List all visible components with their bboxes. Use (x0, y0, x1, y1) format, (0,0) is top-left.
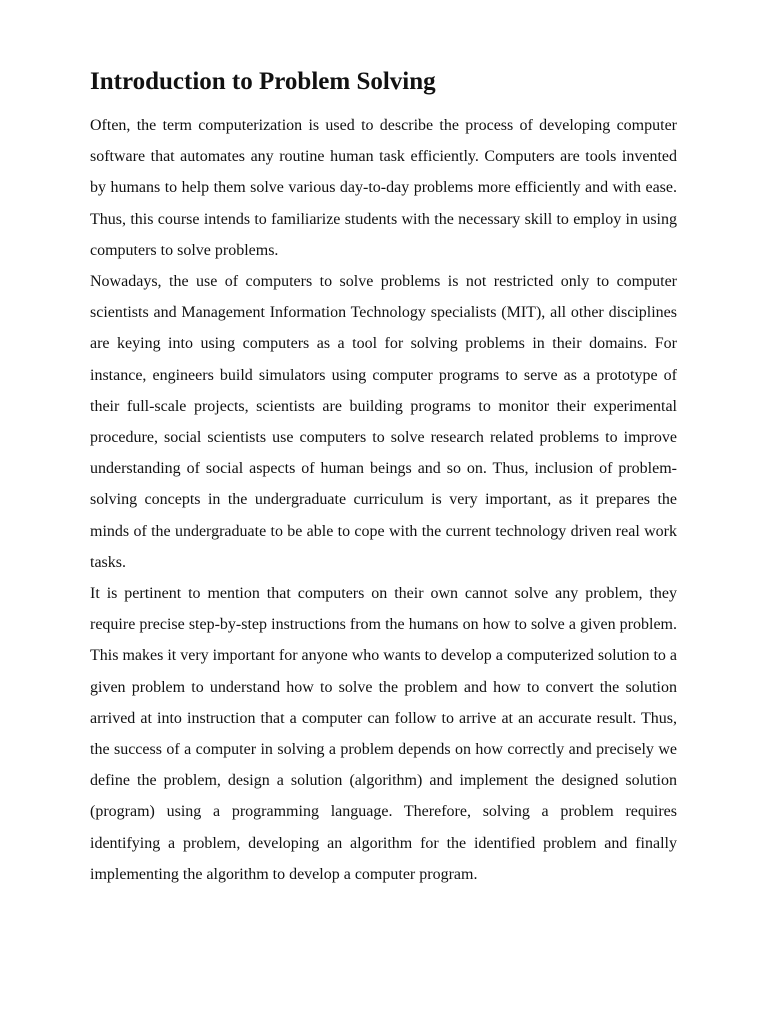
paragraph-computerization: Often, the term computerization is used to describe the process of developing computer software that automates any routine human task efficiently. Computers are tools invented by humans to help them solve various day-to-day problems more efficiently and with ease. Thus, this course intends to familiarize students with the necessary skill to employ in using computers to solve problems. (90, 117, 677, 259)
paragraph-problem-solving-steps: It is pertinent to mention that computers on their own cannot solve any problem, they require precise step-by-step instructions from the humans on how to solve a given problem. This makes it very important for anyone who wants to develop a computerized solution to a given problem to understand how to solve the problem and how to convert the solution arrived at into instruction that a computer can follow to arrive at an accurate result. Thus, the success of a computer in solving a problem depends on how correctly and precisely we define the problem, design a solution (algorithm) and implement the designed solution (program) using a programming language. Therefore, solving a problem requires identifying a problem, developing an algorithm for the identified problem and finally implementing the algorithm to develop a computer program. (90, 585, 677, 883)
paragraph-computer-use-disciplines: Nowadays, the use of computers to solve problems is not restricted only to computer scientists and Management Information Technology specialists (MIT), all other disciplines are keying into using computers as a tool for solving problems in their domains. For instance, engineers build simulators using computer programs to serve as a prototype of their full-scale projects, scientists are building programs to monitor their experimental procedure, social scientists use computers to solve research related problems to improve understanding of social aspects of human beings and so on. Thus, inclusion of problem-solving concepts in the undergraduate curriculum is very important, as it prepares the minds of the undergraduate to be able to cope with the current technology driven real work tasks. (90, 273, 677, 571)
page-title: Introduction to Problem Solving (90, 68, 436, 95)
document-page (90, 62, 677, 890)
